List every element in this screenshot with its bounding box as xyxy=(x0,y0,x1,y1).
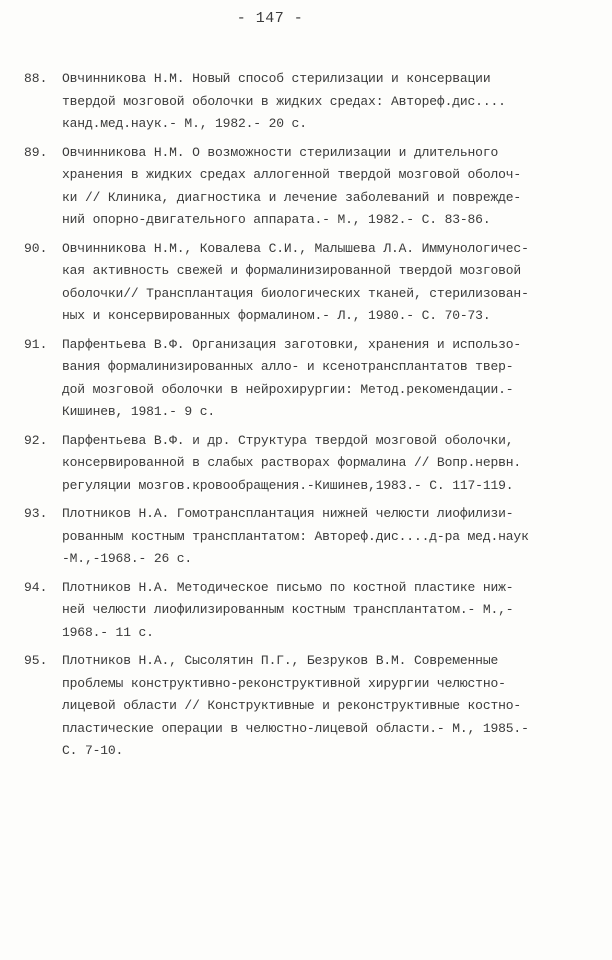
reference-list xyxy=(24,68,600,769)
reference-item xyxy=(24,334,600,424)
reference-line: регуляции мозгов.кровообращения.-Кишинев,1983.- С. 117-119. xyxy=(62,477,514,493)
reference-line: лицевой области // Конструктивные и реконструктивные костно- xyxy=(62,698,522,713)
reference-line: канд.мед.наук.- М., 1982.- 20 с. xyxy=(62,116,307,131)
reference-line: оболочки// Трансплантация биологических тканей, стерилизован- xyxy=(62,285,529,301)
page-number: - 147 - xyxy=(236,10,304,27)
reference-line: Плотников Н.А., Сысолятин П.Г., Безруков В.М. Современные xyxy=(62,653,499,668)
reference-line: ней челюсти лиофилизированным костным трансплантатом.- М.,- xyxy=(62,602,514,617)
reference-number: 88. xyxy=(24,71,48,86)
reference-number: 93. xyxy=(24,506,48,521)
reference-line: твердой мозговой оболочки в жидких средах: Автореф.дис.... xyxy=(62,93,506,109)
reference-item xyxy=(24,430,600,498)
reference-line: ний опорно-двигательного аппарата.- М., 1982.- С. 83-86. xyxy=(62,212,491,227)
reference-number: 92. xyxy=(24,432,48,448)
reference-line: -М.,-1968.- 26 с. xyxy=(62,551,193,566)
reference-line: Плотников Н.А. Методическое письмо по костной пластике ниж- xyxy=(62,579,514,595)
reference-number: 89. xyxy=(24,144,48,160)
reference-line: хранения в жидких средах аллогенной твердой мозговой оболоч- xyxy=(62,167,522,182)
reference-line: Парфентьева В.Ф. и др. Структура твердой мозговой оболочки, xyxy=(62,432,514,448)
reference-line: Овчинникова Н.М., Ковалева С.И., Малышева Л.А. Иммунологичес- xyxy=(62,240,529,256)
reference-line: ки // Клиника, диагностика и лечение заболеваний и поврежде- xyxy=(62,189,522,205)
reference-item xyxy=(24,577,600,645)
reference-line: проблемы конструктивно-реконструктивной хирургии челюстно- xyxy=(62,675,506,691)
reference-line: пластические операции в челюстно-лицевой области.- М., 1985.- xyxy=(62,720,529,736)
reference-item xyxy=(24,68,600,136)
reference-line: Овчинникова Н.М. О возможности стерилизации и длительного xyxy=(62,144,499,160)
reference-number: 90. xyxy=(24,240,48,256)
reference-line: консервированной в слабых растворах формалина // Вопр.нервн. xyxy=(62,455,522,470)
reference-line: дой мозговой оболочки в нейрохирургии: Метод.рекомендации.- xyxy=(62,381,514,397)
reference-item xyxy=(24,650,600,763)
reference-line: Плотников Н.А. Гомотрансплантация нижней челюсти лиофилизи- xyxy=(62,506,514,521)
reference-line: вания формалинизированных алло- и ксенотрансплантатов твер- xyxy=(62,359,514,374)
reference-item xyxy=(24,503,600,571)
reference-line: Кишинев, 1981.- 9 с. xyxy=(62,404,216,419)
reference-line: Овчинникова Н.М. Новый способ стерилизации и консервации xyxy=(62,71,491,86)
reference-number: 91. xyxy=(24,336,48,352)
reference-line: Парфентьева В.Ф. Организация заготовки, хранения и использо- xyxy=(62,336,522,352)
reference-line: ных и консервированных формалином.- Л., 1980.- С. 70-73. xyxy=(62,308,491,323)
reference-item xyxy=(24,238,600,328)
reference-number: 94. xyxy=(24,579,48,595)
reference-line: 1968.- 11 с. xyxy=(62,624,154,640)
reference-line: кая активность свежей и формалинизированной твердой мозговой xyxy=(62,263,522,278)
reference-number: 95. xyxy=(24,653,48,668)
reference-item xyxy=(24,142,600,232)
reference-line: рованным костным трансплантатом: Автореф.дис....д-ра мед.наук xyxy=(62,528,529,544)
reference-line: С. 7-10. xyxy=(62,743,124,758)
